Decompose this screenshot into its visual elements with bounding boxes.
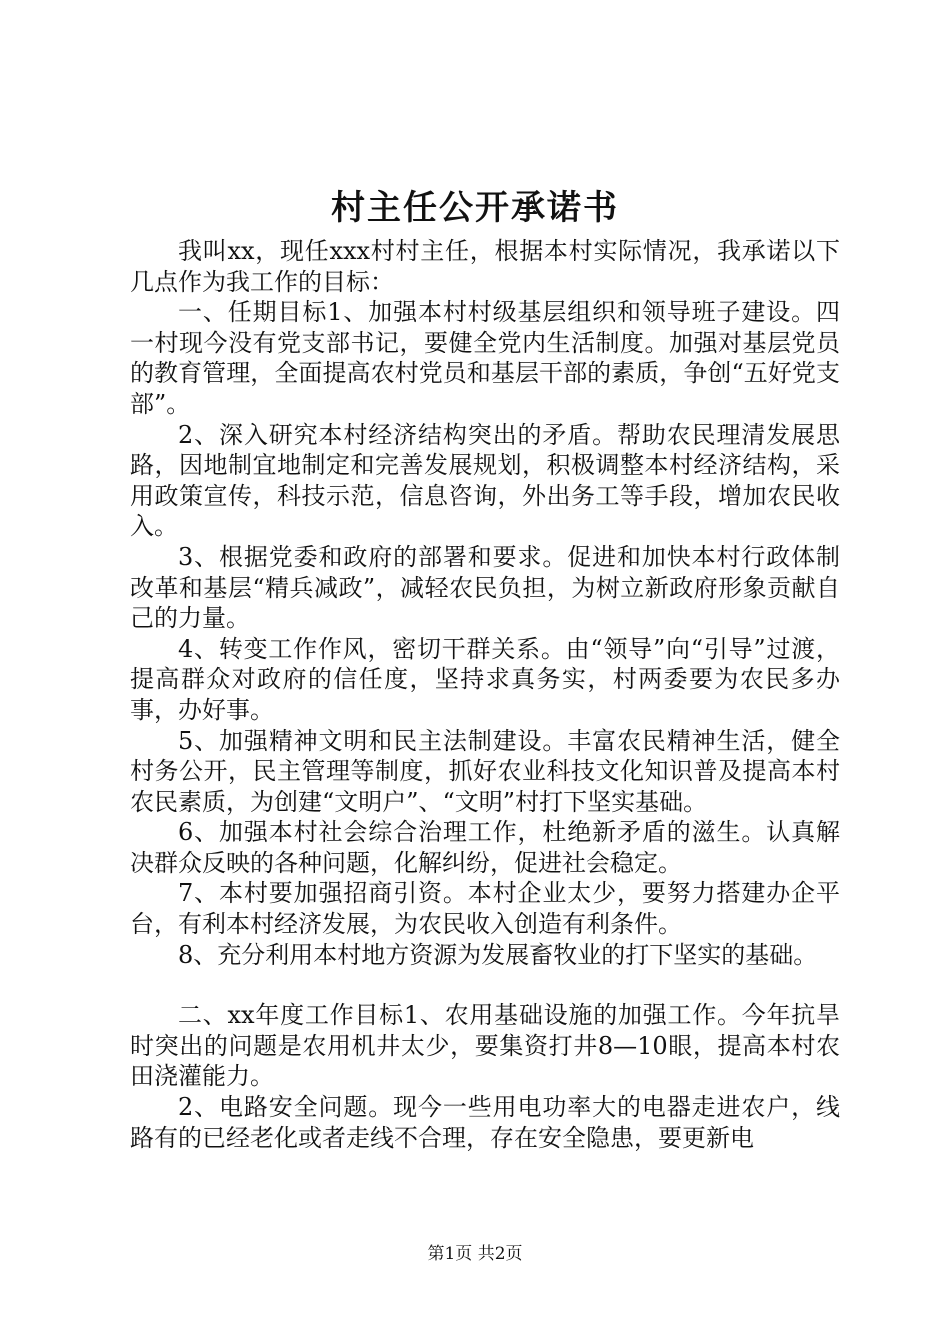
paragraph-term-goal-3: 3、根据党委和政府的部署和要求。促进和加快本村行政体制改革和基层“精兵减政”，减轻农民负担，为树立新政府形象贡献自己的力量。 [130, 542, 840, 633]
paragraph-annual-goal-1: 二、xx年度工作目标1、农用基础设施的加强工作。今年抗旱时突出的问题是农用机井太少，要集资打井8—10眼，提高本村农田浇灌能力。 [130, 1001, 840, 1091]
paragraph-annual-goal-2: 2、电路安全问题。现今一些用电功率大的电器走进农户，线路有的已经老化或者走线不合理，存在安全隐患，要更新电 [130, 1093, 840, 1152]
paragraph-term-goal-4: 4、转变工作作风，密切干群关系。由“领导”向“引导”过渡，提高群众对政府的信任度，坚持求真务实，村两委要为农民多办事，办好事。 [130, 634, 840, 724]
document-body [130, 236, 840, 1153]
paragraph-term-goal-2: 2、深入研究本村经济结构突出的矛盾。帮助农民理清发展思路，因地制宜地制定和完善发展规划，积极调整本村经济结构，采用政策宣传，科技示范，信息咨询，外出务工等手段，增加农民收入。 [130, 420, 840, 541]
paragraph-intro: 我叫xx，现任xxx村村主任，根据本村实际情况，我承诺以下几点作为我工作的目标： [130, 237, 840, 296]
paragraph-term-goal-6: 6、加强本村社会综合治理工作，杜绝新矛盾的滋生。认真解决群众反映的各种问题，化解纠纷，促进社会稳定。 [130, 818, 840, 877]
document-title: 村主任公开承诺书 [331, 188, 619, 228]
paragraph-term-goal-7: 7、本村要加强招商引资。本村企业太少，要努力搭建办企平台，有利本村经济发展，为农民收入创造有利条件。 [130, 879, 840, 939]
paragraph-term-goal-1: 一、任期目标1、加强本村村级基层组织和领导班子建设。四一村现今没有党支部书记，要健全党内生活制度。加强对基层党员的教育管理，全面提高农村党员和基层干部的素质，争创“五好党支部”。 [130, 298, 840, 418]
paragraph-term-goal-5: 5、加强精神文明和民主法制建设。丰富农民精神生活，健全村务公开，民主管理等制度，抓好农业科技文化知识普及提高本村农民素质，为创建“文明户”、“文明”村打下坚实基础。 [130, 726, 840, 816]
page-indicator: 第1页 共2页 [427, 1244, 523, 1264]
paragraph-term-goal-8: 8、充分利用本村地方资源为发展畜牧业的打下坚实的基础。 [178, 940, 818, 969]
